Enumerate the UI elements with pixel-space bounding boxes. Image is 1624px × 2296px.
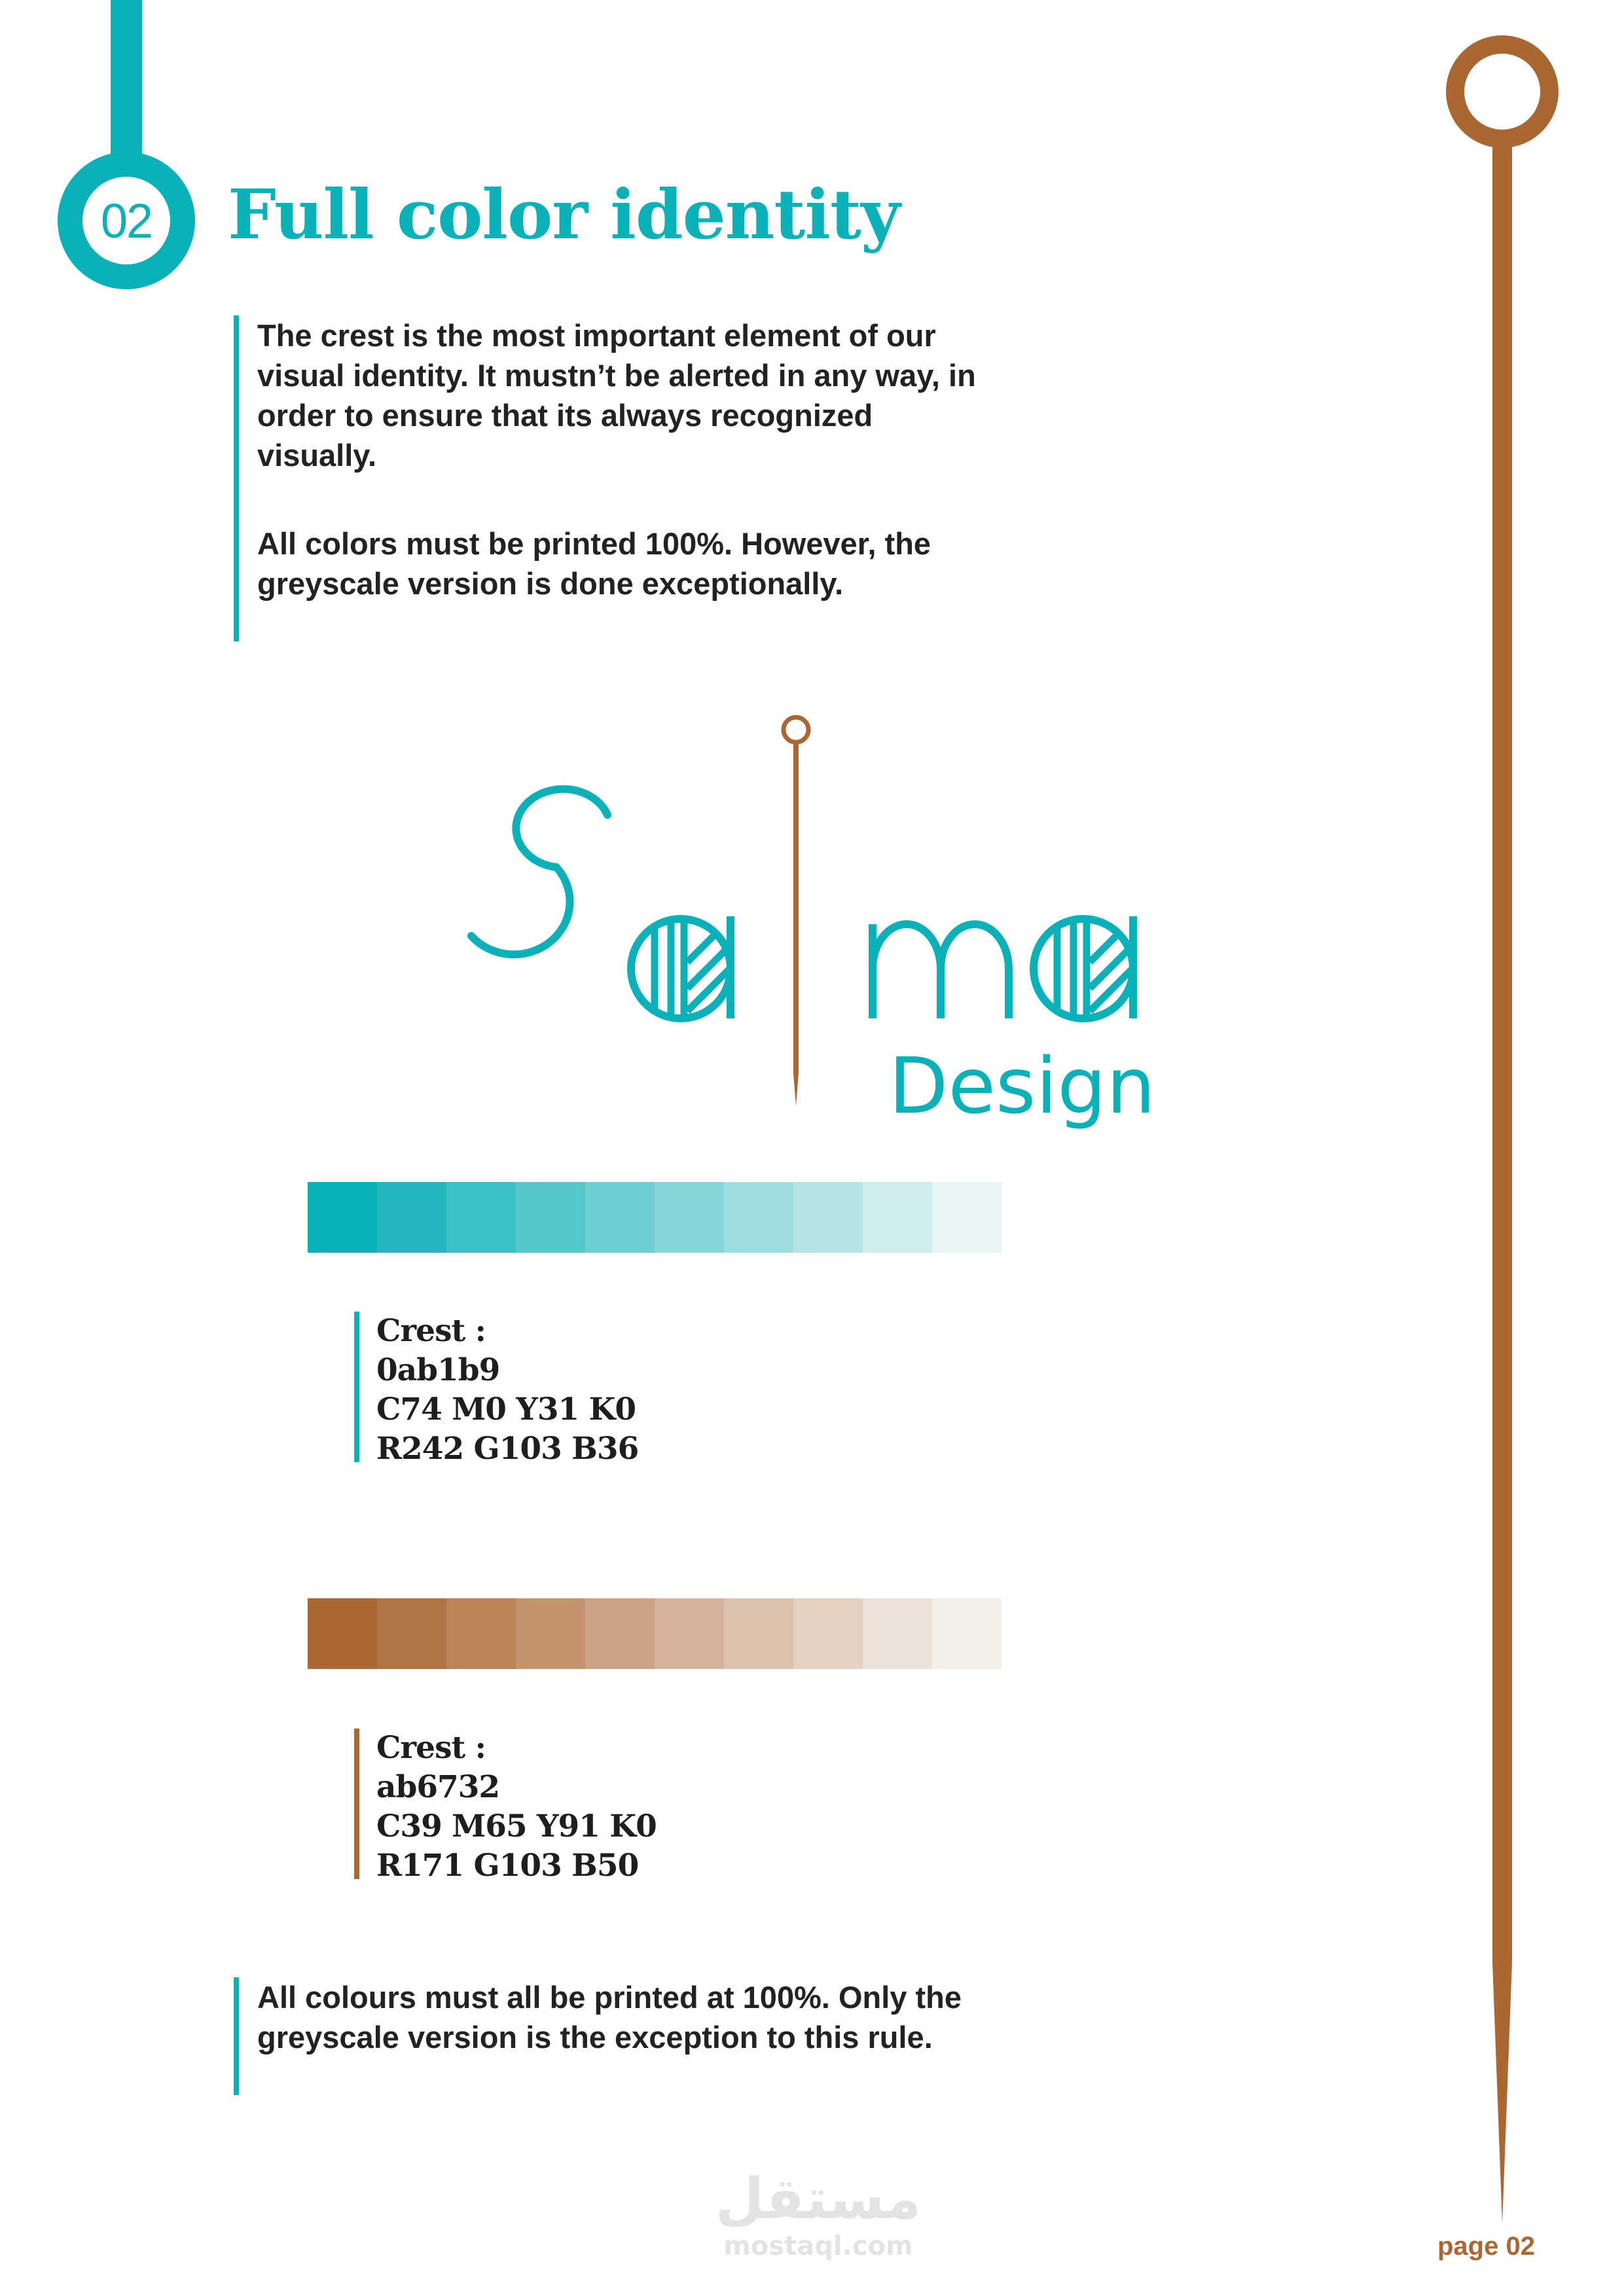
section-number-badge xyxy=(58,152,195,289)
teal-swatch-6 xyxy=(655,1182,724,1253)
teal-swatch-4 xyxy=(516,1182,585,1253)
teal-spec-rgb: R242 G103 B36 xyxy=(376,1431,639,1467)
brown-swatch-4 xyxy=(516,1598,585,1669)
watermark-arabic: مستقل xyxy=(715,2166,922,2232)
section-number-badge-inner xyxy=(82,177,170,264)
teal-swatch-3 xyxy=(446,1182,516,1253)
logo-subtitle: Design xyxy=(888,1041,1155,1131)
brown-swatch-7 xyxy=(724,1598,793,1669)
section-marker-line xyxy=(111,0,142,170)
brown-swatch-3 xyxy=(446,1598,516,1669)
brown-spec-cmyk: C39 M65 Y91 K0 xyxy=(376,1808,657,1844)
intro-text-block xyxy=(234,315,977,641)
watermark-latin: mostaql.com xyxy=(723,2231,913,2261)
brown-swatch-8 xyxy=(793,1598,863,1669)
teal-swatch-8 xyxy=(793,1182,863,1253)
closing-note: All colours must all be printed at 100%. Only the greyscale version is the exception to this rule. xyxy=(257,1980,962,2054)
teal-color-palette xyxy=(308,1182,1001,1253)
page-title: Full color identity xyxy=(228,174,900,255)
brown-swatch-5 xyxy=(585,1598,655,1669)
brown-swatch-10 xyxy=(932,1598,1001,1669)
logo-needle-letter-l xyxy=(784,717,808,1106)
brown-spec-label: Crest : xyxy=(376,1730,486,1766)
page-number: page 02 xyxy=(1437,2232,1535,2261)
teal-color-spec xyxy=(354,1312,639,1467)
teal-swatch-2 xyxy=(377,1182,446,1253)
brown-color-spec xyxy=(354,1729,657,1884)
logo-letter-a-1 xyxy=(631,916,733,1021)
teal-spec-cmyk: C74 M0 Y31 K0 xyxy=(376,1391,636,1427)
section-number: 02 xyxy=(100,193,153,248)
closing-text-block xyxy=(234,1977,1003,2095)
brown-swatch-2 xyxy=(377,1598,446,1669)
logo-letter-s xyxy=(471,789,607,955)
salma-design-logo xyxy=(458,681,1178,1139)
mostaql-watermark xyxy=(707,2166,929,2265)
teal-swatch-1 xyxy=(308,1182,377,1253)
intro-paragraph-1: The crest is the most important element of our visual identity. It mustn’t be alerted in any way, in order to ensure that its always recognized visually. xyxy=(257,318,976,473)
decorative-needle-icon xyxy=(1434,31,1571,2244)
brown-color-palette xyxy=(308,1598,1001,1669)
logo-letter-m xyxy=(873,924,1009,1018)
brown-spec-rgb: R171 G103 B50 xyxy=(376,1848,639,1884)
teal-swatch-5 xyxy=(585,1182,655,1253)
teal-spec-hex: 0ab1b9 xyxy=(376,1352,500,1388)
brown-swatch-9 xyxy=(863,1598,932,1669)
teal-swatch-7 xyxy=(724,1182,793,1253)
teal-swatch-10 xyxy=(932,1182,1001,1253)
teal-spec-label: Crest : xyxy=(376,1313,486,1349)
brown-swatch-6 xyxy=(655,1598,724,1669)
intro-paragraph-2: All colors must be printed 100%. However, the greyscale version is done exceptionally. xyxy=(257,526,931,601)
brown-spec-hex: ab6732 xyxy=(376,1769,500,1805)
teal-swatch-9 xyxy=(863,1182,932,1253)
brown-swatch-1 xyxy=(308,1598,377,1669)
logo-letter-a-2 xyxy=(1034,916,1136,1021)
